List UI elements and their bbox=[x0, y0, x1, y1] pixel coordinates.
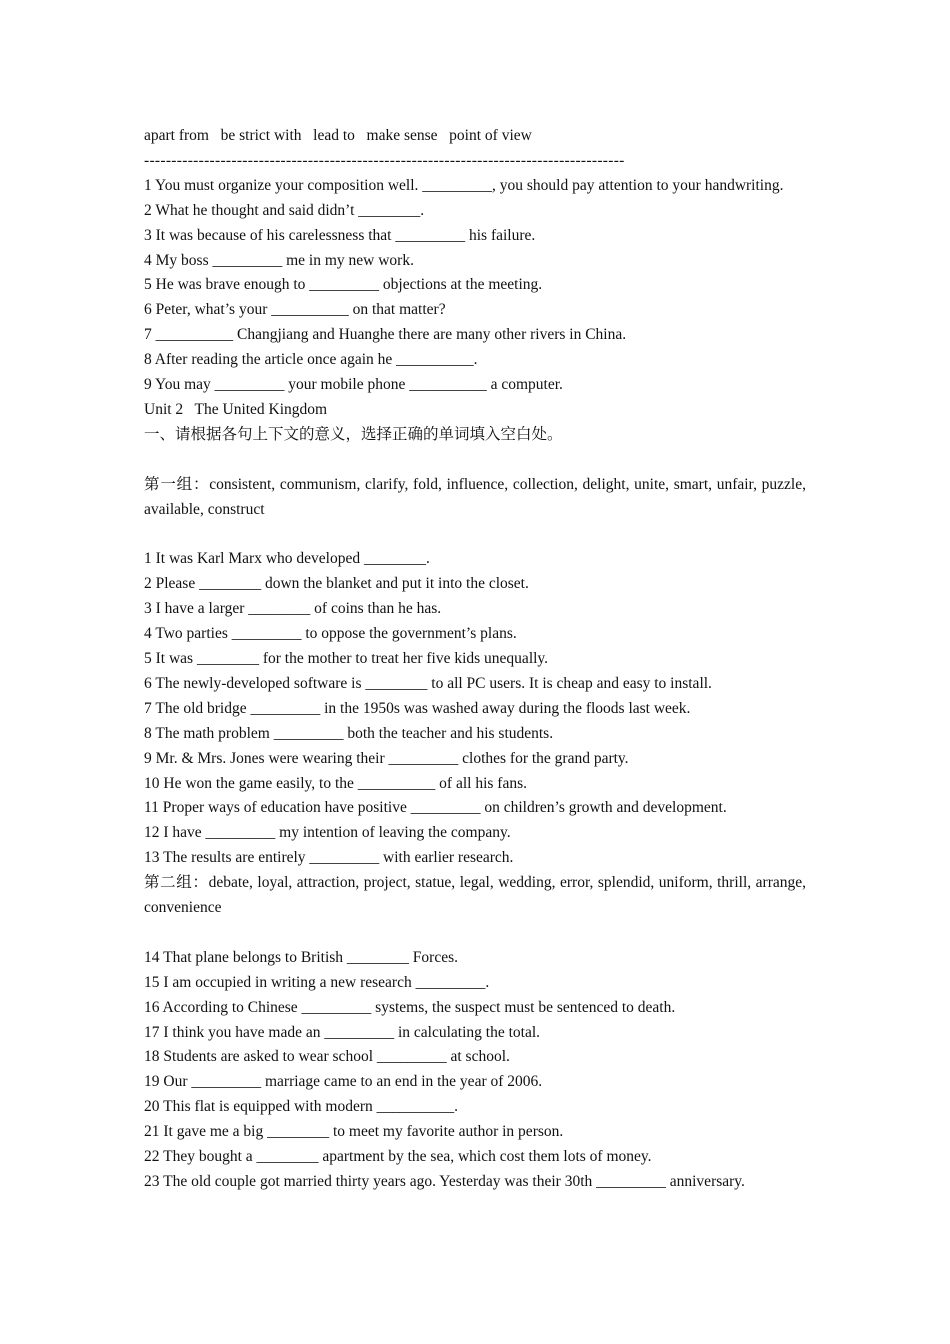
list-item: 9 You may _________ your mobile phone __________ a computer. bbox=[144, 376, 563, 394]
section-instruction: 一、请根据各句上下文的意义，选择正确的单词填入空白处。 bbox=[144, 425, 563, 443]
list-item: 22 They bought a ________ apartment by the sea, which cost them lots of money. bbox=[144, 1148, 652, 1166]
list-item: 20 This flat is equipped with modern __________. bbox=[144, 1098, 458, 1116]
spacer bbox=[144, 522, 806, 547]
list-item: 7 __________ Changjiang and Huanghe there are many other rivers in China. bbox=[144, 326, 627, 344]
list-item: 4 Two parties _________ to oppose the government’s plans. bbox=[144, 625, 517, 643]
list-item: 19 Our _________ marriage came to an end in the year of 2006. bbox=[144, 1073, 543, 1091]
list-item: 6 Peter, what’s your __________ on that matter? bbox=[144, 301, 446, 319]
group2-exercise-list bbox=[144, 946, 806, 1195]
list-item: 1 You must organize your composition well. _________, you should pay attention to your handwriting. bbox=[144, 176, 784, 194]
list-item: 11 Proper ways of education have positive _________ on children’s growth and development. bbox=[144, 799, 727, 817]
unit1-exercise-list bbox=[144, 174, 806, 398]
divider-line: ---------------------------------------------------------------------------------------- bbox=[144, 151, 625, 169]
list-item: 3 I have a larger ________ of coins than he has. bbox=[144, 600, 442, 618]
phrase-bank: apart from be strict with lead to make sense point of view bbox=[144, 127, 532, 144]
list-item: 2 Please ________ down the blanket and put it into the closet. bbox=[144, 575, 529, 593]
list-item: 5 It was ________ for the mother to treat her five kids unequally. bbox=[144, 650, 549, 667]
spacer bbox=[144, 921, 806, 946]
list-item: 14 That plane belongs to British ________ Forces. bbox=[144, 948, 458, 966]
list-item: 7 The old bridge _________ in the 1950s was washed away during the floods last week. bbox=[144, 699, 691, 717]
list-item: 17 I think you have made an _________ in calculating the total. bbox=[144, 1023, 541, 1041]
list-item: 3 It was because of his carelessness that _________ his failure. bbox=[144, 226, 536, 244]
group1-exercise-list bbox=[144, 547, 806, 871]
list-item: 8 After reading the article once again he __________. bbox=[144, 351, 478, 369]
group2-word-bank: 第二组：debate, loyal, attraction, project, statue, legal, wedding, error, splendid, uniform, thrill, arrange, convenience bbox=[144, 874, 806, 917]
list-item: 2 What he thought and said didn’t ________. bbox=[144, 201, 425, 219]
worksheet-page bbox=[144, 124, 806, 1195]
list-item: 18 Students are asked to wear school _________ at school. bbox=[144, 1048, 510, 1066]
list-item: 8 The math problem _________ both the teacher and his students. bbox=[144, 724, 554, 742]
list-item: 13 The results are entirely _________ with earlier research. bbox=[144, 849, 514, 867]
list-item: 4 My boss _________ me in my new work. bbox=[144, 251, 414, 269]
list-item: 12 I have _________ my intention of leaving the company. bbox=[144, 824, 511, 842]
list-item: 5 He was brave enough to _________ objections at the meeting. bbox=[144, 276, 543, 294]
unit-title: Unit 2 The United Kingdom bbox=[144, 400, 328, 418]
list-item: 21 It gave me a big ________ to meet my favorite author in person. bbox=[144, 1123, 564, 1141]
group1-word-bank: 第一组：consistent, communism, clarify, fold, influence, collection, delight, unite, smart, unfair, puzzle, available, construct bbox=[144, 475, 806, 518]
list-item: 10 He won the game easily, to the __________ of all his fans. bbox=[144, 774, 527, 792]
list-item: 23 The old couple got married thirty years ago. Yesterday was their 30th _________ anniversary. bbox=[144, 1173, 745, 1191]
list-item: 16 According to Chinese _________ systems, the suspect must be sentenced to death. bbox=[144, 998, 676, 1016]
list-item: 1 It was Karl Marx who developed ________. bbox=[144, 550, 430, 568]
spacer bbox=[144, 448, 806, 473]
list-item: 15 I am occupied in writing a new research _________. bbox=[144, 973, 490, 991]
list-item: 6 The newly-developed software is ________ to all PC users. It is cheap and easy to install. bbox=[144, 674, 712, 692]
list-item: 9 Mr. & Mrs. Jones were wearing their _________ clothes for the grand party. bbox=[144, 749, 629, 767]
